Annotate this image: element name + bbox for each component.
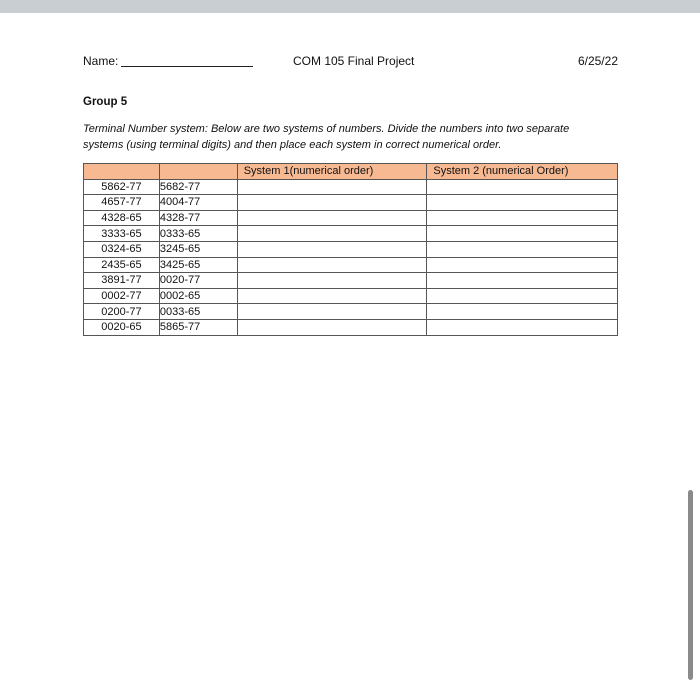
instructions-line-1: Terminal Number system: Below are two systems of numbers. Divide the numbers into two separate [83, 123, 570, 135]
table-row [84, 288, 618, 304]
answer-cell[interactable] [237, 179, 427, 195]
group-title: Group 5 [83, 96, 128, 108]
number-cell: 3425-65 [159, 257, 237, 273]
answer-cell[interactable] [427, 304, 618, 320]
table-header-cell [159, 164, 237, 180]
table-header-system-2: System 2 (numerical Order) [427, 164, 618, 180]
number-cell: 0002-65 [159, 288, 237, 304]
answer-cell[interactable] [427, 257, 618, 273]
number-cell: 2435-65 [84, 257, 160, 273]
answer-cell[interactable] [237, 241, 427, 257]
table-body [84, 179, 618, 335]
table-header-cell [84, 164, 160, 180]
answer-cell[interactable] [427, 273, 618, 289]
answer-cell[interactable] [237, 304, 427, 320]
number-cell: 4328-77 [159, 210, 237, 226]
number-cell: 5862-77 [84, 179, 160, 195]
answer-cell[interactable] [427, 210, 618, 226]
number-cell: 0333-65 [159, 226, 237, 242]
table-header-system-1: System 1(numerical order) [237, 164, 427, 180]
number-cell: 5682-77 [159, 179, 237, 195]
project-title: COM 105 Final Project [293, 54, 415, 68]
table-row [84, 319, 618, 335]
answer-cell[interactable] [427, 241, 618, 257]
table-row [84, 226, 618, 242]
table-row [84, 179, 618, 195]
name-blank-line [121, 56, 253, 67]
number-cell: 4004-77 [159, 195, 237, 211]
terminal-number-table [83, 163, 618, 336]
number-cell: 4657-77 [84, 195, 160, 211]
answer-cell[interactable] [427, 288, 618, 304]
answer-cell[interactable] [427, 195, 618, 211]
document-date: 6/25/22 [577, 54, 618, 68]
table-row [84, 195, 618, 211]
table-row [84, 273, 618, 289]
number-cell: 0324-65 [84, 241, 160, 257]
number-cell: 0020-65 [84, 319, 160, 335]
table-row [84, 210, 618, 226]
number-cell: 0033-65 [159, 304, 237, 320]
instructions-text [83, 121, 618, 153]
answer-cell[interactable] [237, 210, 427, 226]
table-row [84, 241, 618, 257]
answer-cell[interactable] [237, 257, 427, 273]
number-cell: 0200-77 [84, 304, 160, 320]
window-top-bar [0, 0, 700, 13]
name-label: Name: [83, 54, 119, 68]
number-cell: 0002-77 [84, 288, 160, 304]
table-row [84, 257, 618, 273]
number-cell: 5865-77 [159, 319, 237, 335]
answer-cell[interactable] [237, 273, 427, 289]
number-cell: 3891-77 [84, 273, 160, 289]
answer-cell[interactable] [237, 288, 427, 304]
answer-cell[interactable] [427, 319, 618, 335]
number-cell: 3333-65 [84, 226, 160, 242]
answer-cell[interactable] [427, 226, 618, 242]
answer-cell[interactable] [427, 179, 618, 195]
document-header [83, 54, 618, 70]
vertical-scrollbar[interactable] [688, 490, 693, 680]
answer-cell[interactable] [237, 319, 427, 335]
name-field [83, 54, 253, 68]
document-page [0, 13, 700, 687]
table-row [84, 304, 618, 320]
number-cell: 4328-65 [84, 210, 160, 226]
instructions-line-2: systems (using terminal digits) and then place each system in correct numerical order. [83, 139, 502, 151]
table-header-row [84, 164, 618, 180]
answer-cell[interactable] [237, 226, 427, 242]
answer-cell[interactable] [237, 195, 427, 211]
number-cell: 3245-65 [159, 241, 237, 257]
number-cell: 0020-77 [159, 273, 237, 289]
